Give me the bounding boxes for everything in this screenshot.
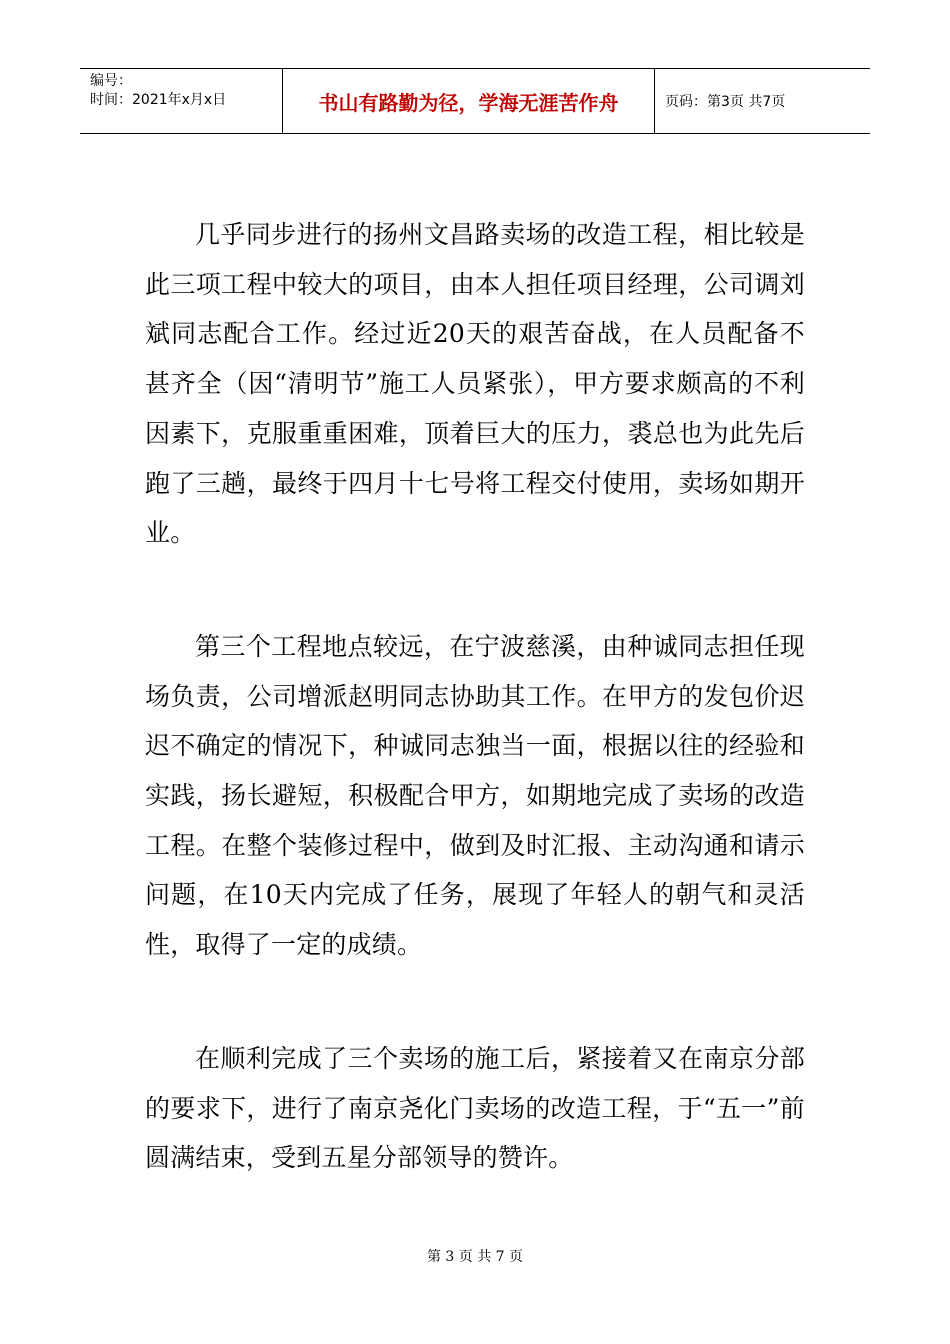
paragraph-3: 在顺利完成了三个卖场的施工后，紧接着又在南京分部的要求下，进行了南京尧化门卖场的改造工程，于“五一”前圆满结束，受到五星分部领导的赞许。 [145, 1043, 805, 1173]
paragraph-2: 第三个工程地点较远，在宁波慈溪，由种诚同志担任现场负责，公司增派赵明同志协助其工作。在甲方的发包价迟迟不确定的情况下，种诚同志独当一面，根据以往的经验和实践，扬长避短，积极配合甲方，如期地完成了卖场的改造工程。在整个装修过程中，做到及时汇报、主动沟通和请示问题，在10天内完成了任务，展现了年轻人的朝气和灵活性，取得了一定的成绩。 [145, 631, 805, 960]
header-motto: 书山有路勤为径，学海无涯苦作舟 [283, 69, 655, 133]
page-header [80, 68, 870, 134]
time-label: 时间：2021年x月x日 [90, 92, 227, 108]
paragraph-1: 几乎同步进行的扬州文昌路卖场的改造工程，相比较是此三项工程中较大的项目，由本人担任项目经理，公司调刘斌同志配合工作。经过近20天的艰苦奋战，在人员配备不甚齐全（因“清明节”施工人员紧张），甲方要求颇高的不利因素下，克服重重困难，顶着巨大的压力，裘总也为此先后跑了三趟，最终于四月十七号将工程交付使用，卖场如期开业。 [145, 220, 805, 548]
document-body [145, 210, 805, 1247]
serial-label: 编号： [90, 73, 132, 89]
page-footer: 第 3 页 共 7 页 [426, 1249, 524, 1265]
header-page-code: 页码：第3页 共7页 [665, 94, 786, 110]
header-meta [80, 69, 283, 133]
